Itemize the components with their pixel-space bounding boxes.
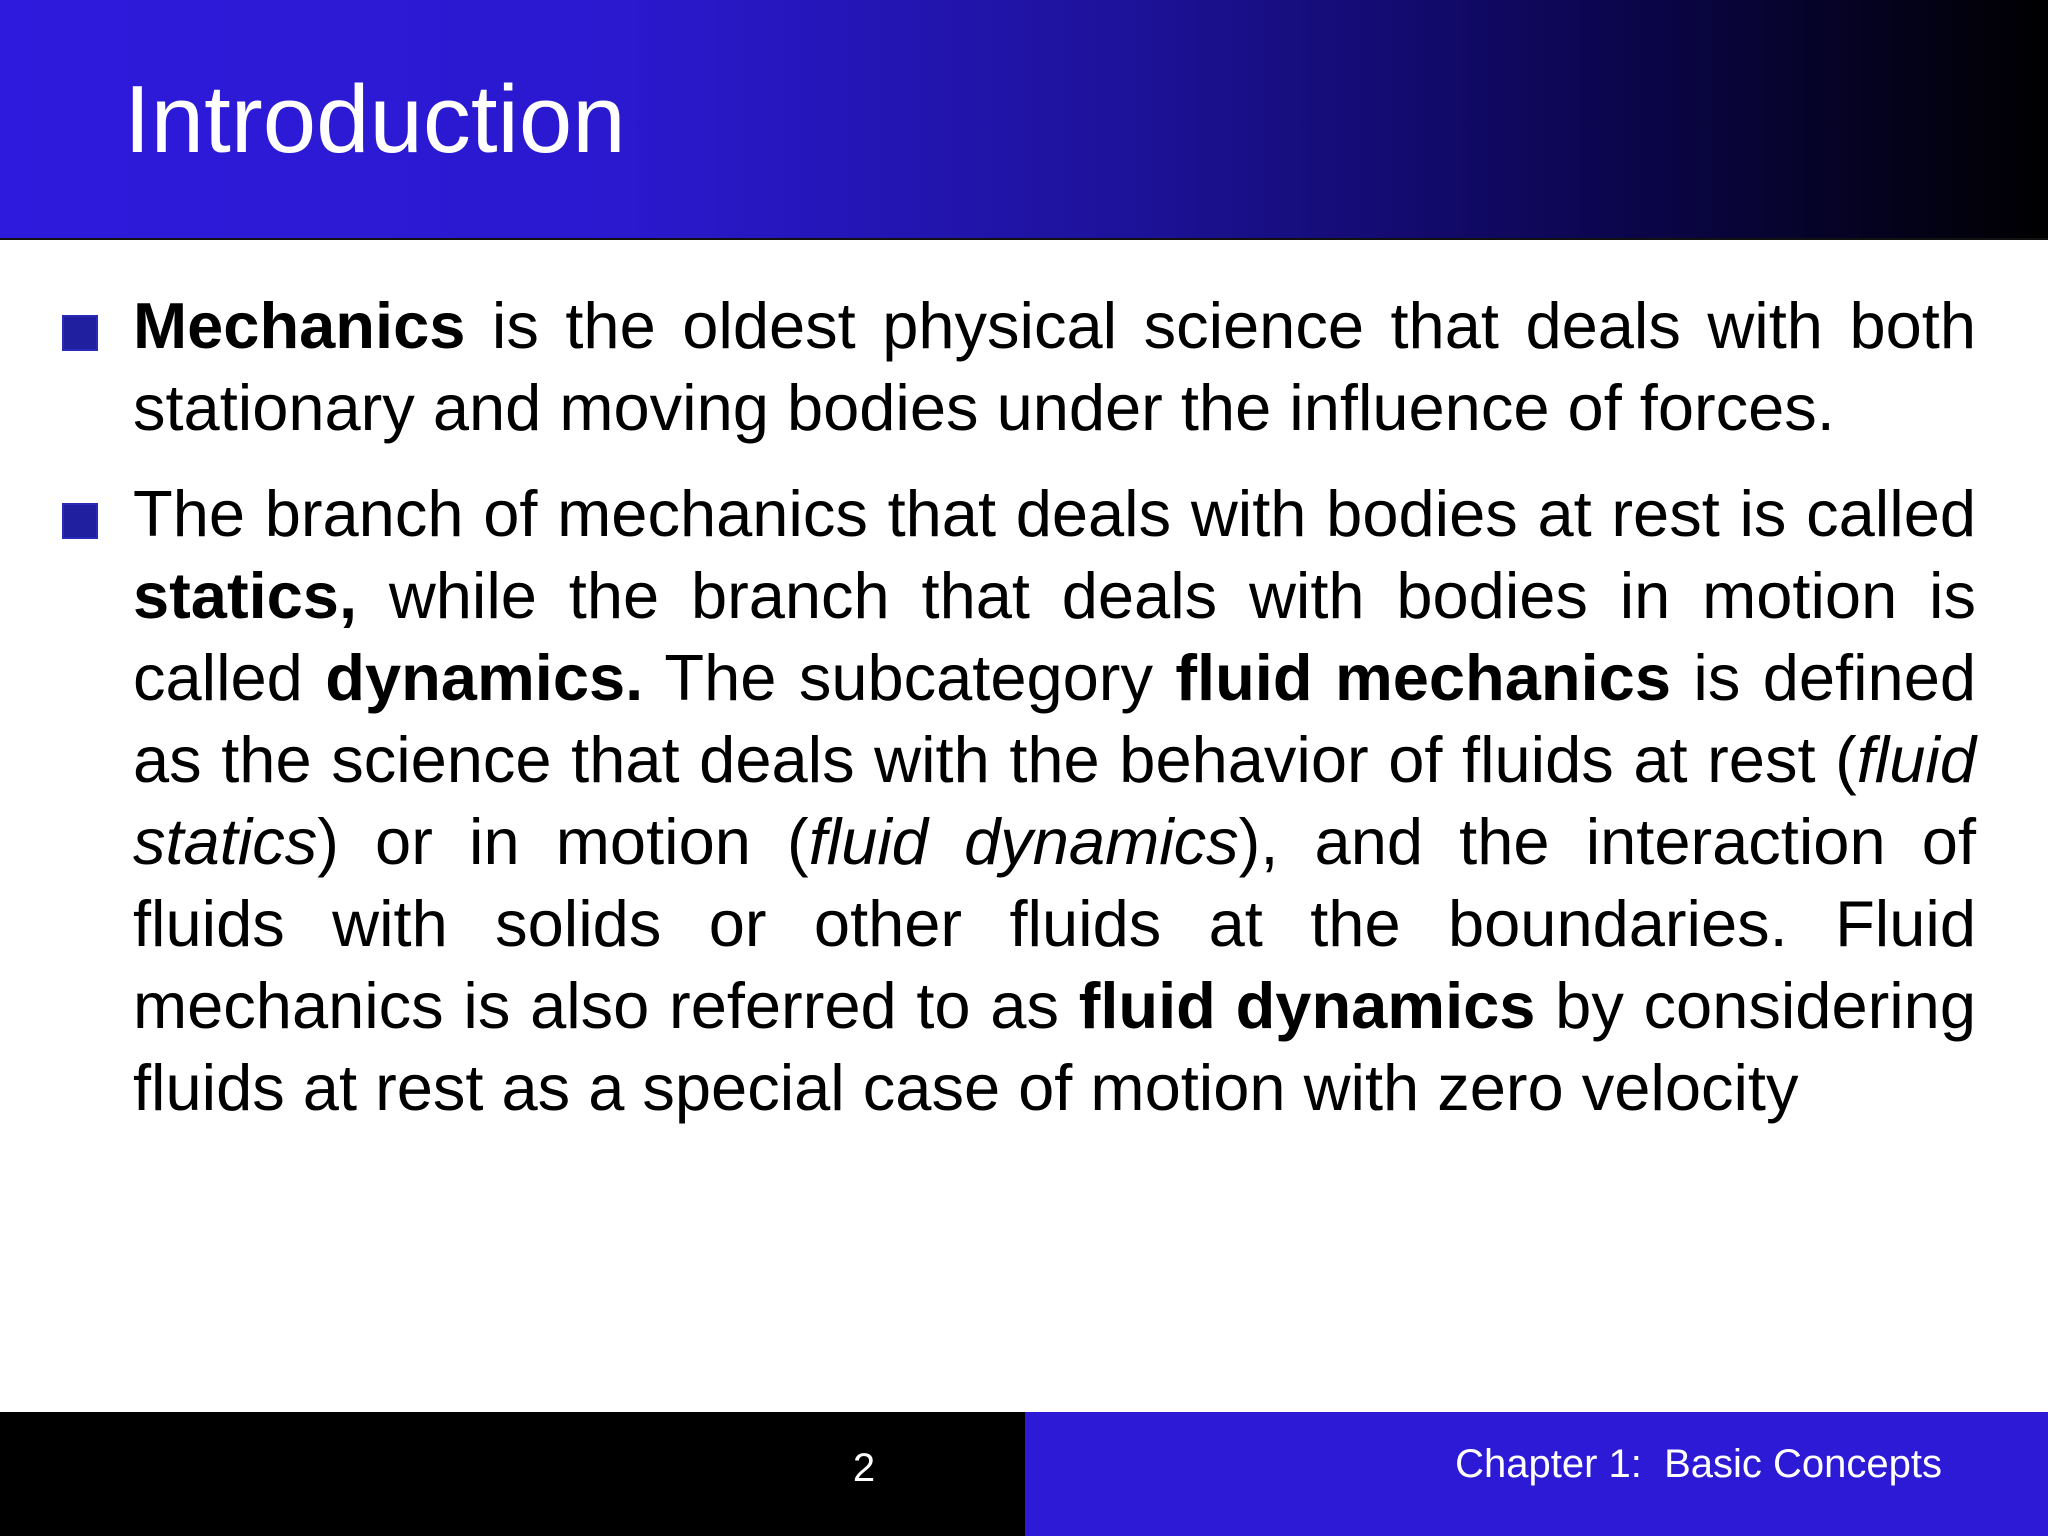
bullet-item (60, 473, 1976, 1129)
text-bold: fluid mechanics (1175, 641, 1671, 714)
text-normal: ) or in motion ( (317, 805, 809, 878)
bullet-item (60, 285, 1976, 449)
text-italic: fluid dynamics (808, 805, 1239, 878)
slide-content (60, 285, 1976, 1153)
square-bullet-icon (62, 315, 98, 351)
bullet-text (133, 473, 1976, 1129)
title-bar (0, 0, 2048, 240)
chapter-label: Chapter 1: Basic Concepts (1455, 1442, 1942, 1486)
text-bold: Mechanics (133, 289, 466, 362)
footer-chapter-panel (1025, 1412, 2048, 1536)
square-bullet-icon (62, 503, 98, 539)
slide-title: Introduction (124, 66, 626, 173)
text-bold: fluid dynamics (1078, 969, 1536, 1042)
slide-footer (0, 1412, 2048, 1536)
text-normal: ), and the interaction of fluids with solids or other fluids at the boundaries. Fluid mechanics is also referred to as (133, 805, 1976, 1042)
text-normal: The branch of mechanics that deals with bodies at rest is called (133, 477, 1976, 550)
text-bold: statics, (133, 559, 358, 632)
bullet-text (133, 285, 1976, 449)
text-normal: by considering fluids at rest as a special case of motion with zero velocity (133, 969, 1976, 1124)
page-number: 2 (852, 1446, 876, 1490)
text-normal: is the oldest physical science that deals with both stationary and moving bodies under the influence of forces. (133, 289, 1976, 444)
text-bold: dynamics. (325, 641, 644, 714)
text-normal: is defined as the science that deals with the behavior of fluids at rest ( (133, 641, 1977, 796)
text-normal: while the branch that deals with bodies in motion is called (133, 559, 1976, 714)
text-italic: fluid statics (133, 723, 1976, 878)
text-normal: The subcategory (643, 641, 1176, 714)
